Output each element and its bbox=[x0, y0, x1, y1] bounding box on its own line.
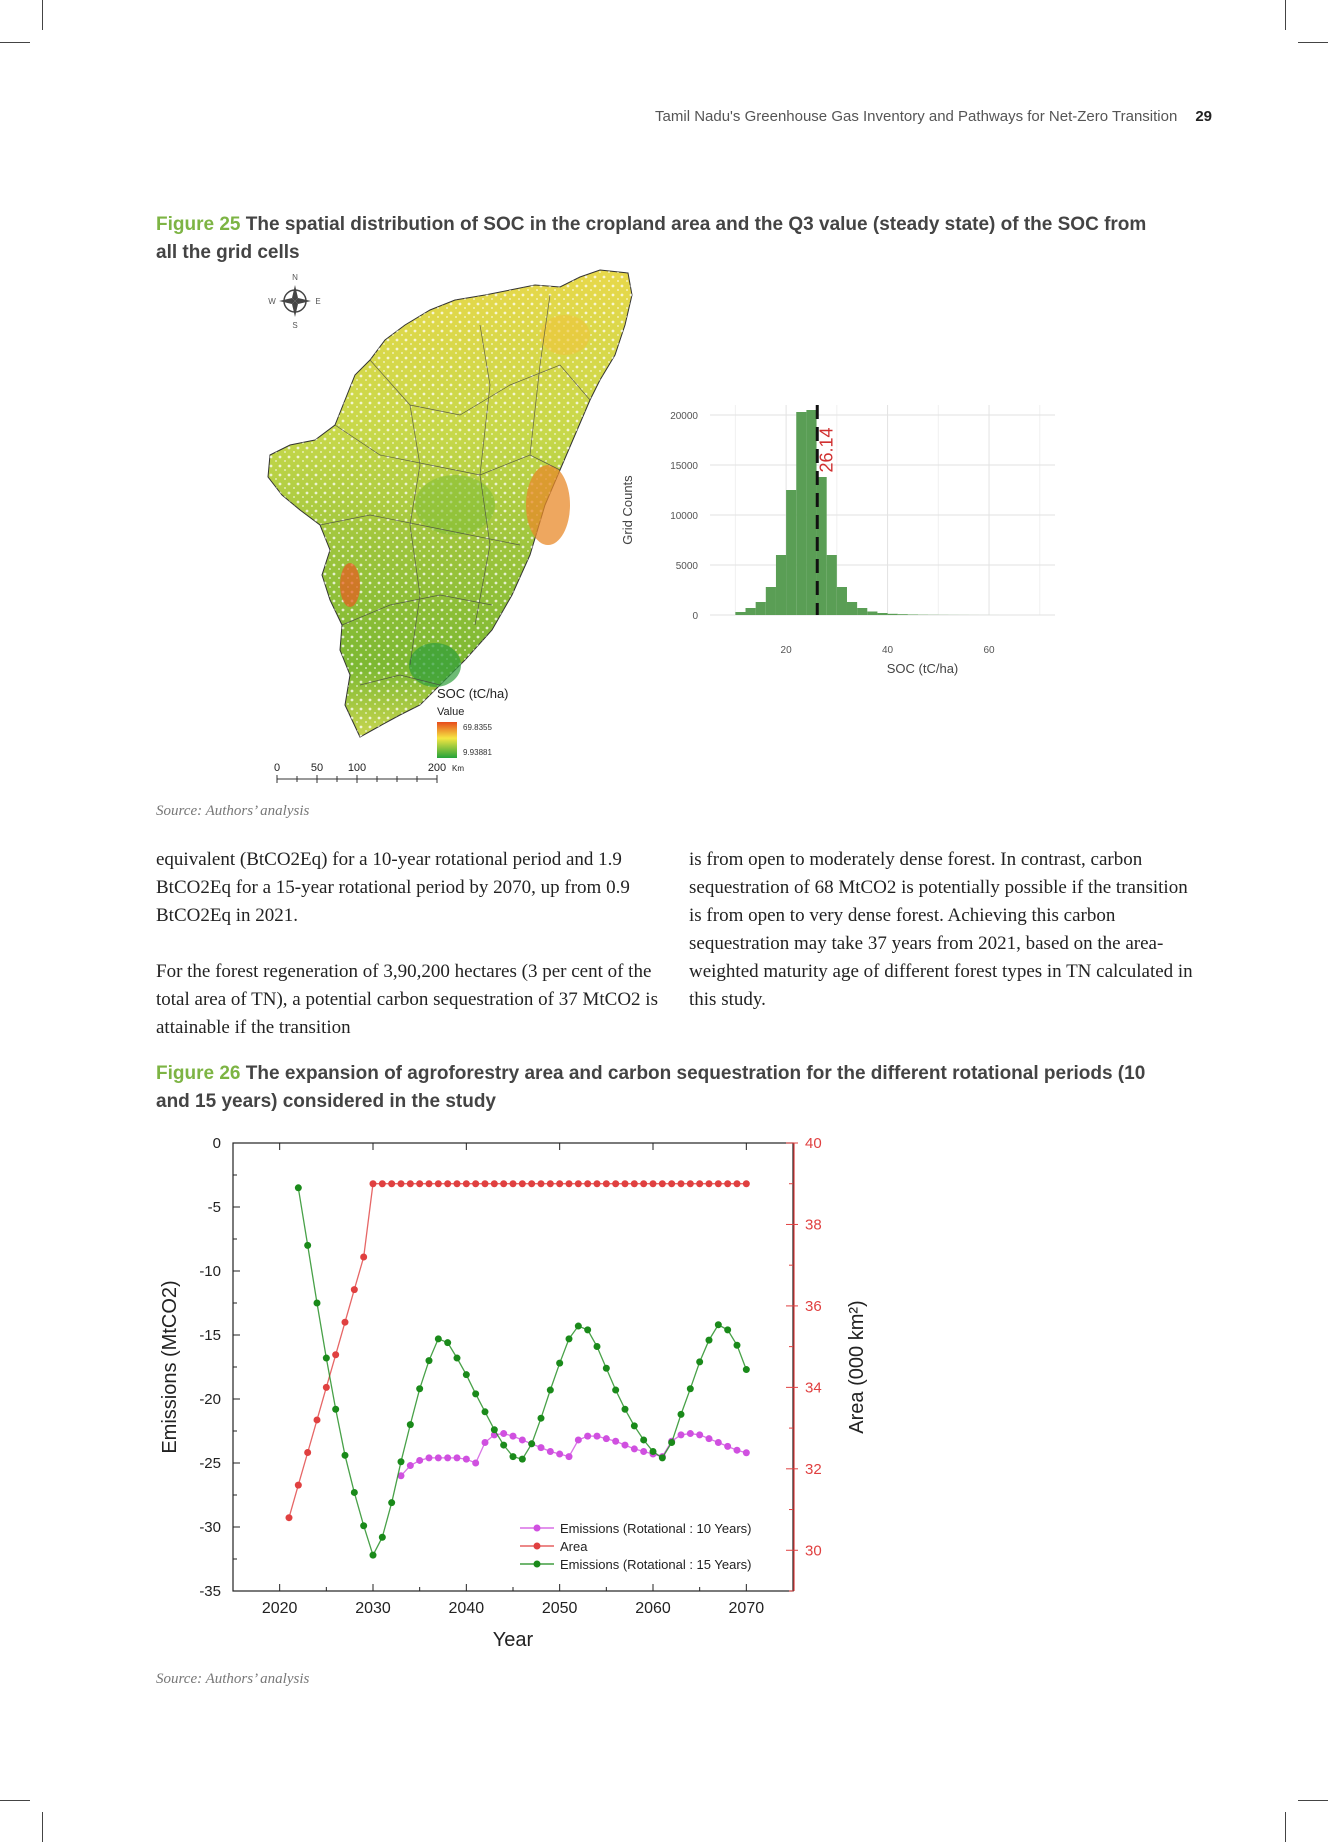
series-1-point bbox=[342, 1319, 349, 1326]
series-line-1 bbox=[289, 1184, 746, 1518]
series-2-point bbox=[500, 1442, 507, 1449]
series-0-point bbox=[566, 1453, 573, 1460]
series-1-point bbox=[594, 1180, 601, 1187]
series-0-point bbox=[584, 1433, 591, 1440]
crop-mark bbox=[1298, 42, 1328, 43]
series-1-point bbox=[612, 1180, 619, 1187]
scale-unit: Km bbox=[452, 764, 464, 773]
series-2-point bbox=[687, 1385, 694, 1392]
series-0-point bbox=[696, 1431, 703, 1438]
series-1-point bbox=[454, 1180, 461, 1187]
x-tick-label: 2070 bbox=[728, 1600, 765, 1617]
y-tick-label: -35 bbox=[199, 1583, 221, 1600]
series-2-point bbox=[295, 1184, 302, 1191]
series-2-point bbox=[538, 1415, 545, 1422]
compass-w: W bbox=[268, 297, 276, 306]
series-1-point bbox=[687, 1180, 694, 1187]
scale-label-50: 50 bbox=[310, 762, 324, 774]
histogram-bar bbox=[908, 615, 918, 616]
series-0-point bbox=[678, 1431, 685, 1438]
compass-e: E bbox=[315, 297, 321, 306]
series-1-point bbox=[566, 1180, 573, 1187]
histogram-x-tick-label: 20 bbox=[780, 645, 792, 656]
y-tick-label: -5 bbox=[207, 1199, 221, 1216]
legend-label: Emissions (Rotational : 10 Years) bbox=[560, 1521, 752, 1536]
series-2-point bbox=[314, 1300, 321, 1307]
histogram-bar bbox=[847, 602, 857, 615]
series-1-point bbox=[351, 1286, 358, 1293]
series-2-point bbox=[631, 1422, 638, 1429]
histogram-y-tick-label: 20000 bbox=[670, 411, 698, 422]
y2-tick-label: 38 bbox=[805, 1216, 822, 1234]
histogram-y-tick-label: 10000 bbox=[670, 511, 698, 522]
x-tick-label: 2020 bbox=[261, 1600, 298, 1617]
series-0-point bbox=[547, 1448, 554, 1455]
series-2-point bbox=[668, 1439, 675, 1446]
series-1-point bbox=[556, 1180, 563, 1187]
series-2-point bbox=[519, 1456, 526, 1463]
series-2-point bbox=[594, 1343, 601, 1350]
page-number: 29 bbox=[1195, 108, 1212, 125]
histogram-y-tick-label: 0 bbox=[692, 611, 698, 622]
series-2-point bbox=[351, 1489, 358, 1496]
legend-marker bbox=[534, 1543, 541, 1550]
compass-icon bbox=[268, 273, 320, 330]
series-2-point bbox=[332, 1406, 339, 1413]
histogram-bar bbox=[888, 614, 898, 615]
series-1-point bbox=[482, 1180, 489, 1187]
series-2-point bbox=[706, 1337, 713, 1344]
series-1-point bbox=[547, 1180, 554, 1187]
x-tick-label: 2060 bbox=[635, 1600, 671, 1617]
series-1-point bbox=[575, 1180, 582, 1187]
series-0-point bbox=[687, 1430, 694, 1437]
series-2-point bbox=[603, 1365, 610, 1372]
legend-marker bbox=[534, 1561, 541, 1568]
histogram-bar bbox=[877, 613, 887, 615]
figure-26-title: The expansion of agroforestry area and carbon sequestration for the different rotational periods (10 and 15 years) considered in the study bbox=[156, 1063, 1146, 1112]
series-1-point bbox=[360, 1254, 367, 1261]
series-1-point bbox=[295, 1482, 302, 1489]
y-tick-label: 0 bbox=[212, 1135, 221, 1152]
y-tick-label: -25 bbox=[199, 1455, 221, 1472]
histogram-x-tick-label: 60 bbox=[983, 645, 995, 656]
series-2-point bbox=[715, 1321, 722, 1328]
running-header bbox=[600, 108, 1212, 125]
series-1-point bbox=[491, 1180, 498, 1187]
series-2-point bbox=[482, 1408, 489, 1415]
legend-label: Area bbox=[560, 1539, 588, 1554]
series-2-point bbox=[724, 1326, 731, 1333]
series-0-point bbox=[416, 1457, 423, 1464]
series-1-point bbox=[388, 1180, 395, 1187]
series-0-point bbox=[538, 1444, 545, 1451]
histogram-bar bbox=[735, 612, 745, 615]
series-1-point bbox=[650, 1180, 657, 1187]
series-1-point bbox=[724, 1180, 731, 1187]
histogram-y-axis-title: Grid Counts bbox=[620, 475, 635, 545]
series-2-point bbox=[407, 1421, 414, 1428]
series-2-point bbox=[463, 1371, 470, 1378]
series-0-point bbox=[631, 1445, 638, 1452]
x-tick-label: 2050 bbox=[541, 1600, 578, 1617]
histogram-bar bbox=[796, 412, 806, 615]
series-1-point bbox=[370, 1180, 377, 1187]
histogram-bar bbox=[898, 614, 908, 615]
crop-mark bbox=[1298, 1800, 1328, 1801]
series-1-point bbox=[286, 1514, 293, 1521]
soc-map bbox=[260, 265, 660, 795]
histogram-bar bbox=[857, 608, 867, 615]
map-legend-title: SOC (tC/ha) bbox=[437, 686, 509, 701]
series-0-point bbox=[500, 1430, 507, 1437]
series-2-point bbox=[360, 1522, 367, 1529]
legend-label: Emissions (Rotational : 15 Years) bbox=[560, 1557, 752, 1572]
series-0-point bbox=[510, 1433, 517, 1440]
series-2-point bbox=[370, 1552, 377, 1559]
series-2-point bbox=[743, 1366, 750, 1373]
crop-mark bbox=[1285, 1812, 1286, 1842]
y-tick-label: -10 bbox=[199, 1263, 221, 1280]
series-2-point bbox=[444, 1339, 451, 1346]
y2-tick-label: 40 bbox=[805, 1135, 822, 1152]
crop-mark bbox=[0, 1800, 30, 1801]
series-0-point bbox=[612, 1438, 619, 1445]
series-1-point bbox=[472, 1180, 479, 1187]
series-1-point bbox=[435, 1180, 442, 1187]
series-1-point bbox=[510, 1180, 517, 1187]
series-0-point bbox=[724, 1443, 731, 1450]
y-tick-label: -15 bbox=[199, 1327, 221, 1344]
histogram-y-tick-label: 5000 bbox=[675, 561, 698, 572]
legend-marker bbox=[534, 1525, 541, 1532]
series-1-point bbox=[631, 1180, 638, 1187]
series-1-point bbox=[304, 1449, 311, 1456]
figure-26-number: Figure 26 bbox=[156, 1063, 241, 1084]
running-title: Tamil Nadu's Greenhouse Gas Inventory and Pathways for Net-Zero Transition bbox=[655, 108, 1178, 125]
x-axis-title: Year bbox=[492, 1629, 534, 1651]
series-2-point bbox=[454, 1355, 461, 1362]
series-0-point bbox=[519, 1436, 526, 1443]
series-0-point bbox=[454, 1454, 461, 1461]
crop-mark bbox=[0, 42, 30, 43]
series-2-point bbox=[650, 1448, 657, 1455]
y-tick-label: -30 bbox=[199, 1519, 221, 1536]
series-1-point bbox=[416, 1180, 423, 1187]
series-2-point bbox=[342, 1452, 349, 1459]
y-tick-label: -20 bbox=[199, 1391, 221, 1408]
histogram-plot-area bbox=[710, 405, 1055, 615]
histogram-bar bbox=[786, 490, 796, 615]
series-1-point bbox=[678, 1180, 685, 1187]
y-axis-title: Emissions (MtCO2) bbox=[159, 1280, 181, 1454]
body-paragraph: is from open to moderately dense forest. In contrast, carbon sequestration of 68 MtCO2 is potentially possible if the transition is from open to very dense forest. Achieving this carbon sequestration may take 37 years from 2021, based on the area-weighted maturity age of different forest types in TN calculated in this study. bbox=[689, 849, 1193, 1010]
series-1-point bbox=[659, 1180, 666, 1187]
series-0-point bbox=[472, 1460, 479, 1467]
series-2-point bbox=[734, 1342, 741, 1349]
series-1-point bbox=[314, 1416, 321, 1423]
agroforestry-chart bbox=[150, 1128, 870, 1668]
histogram-bar bbox=[827, 555, 837, 615]
figure-25-source: Source: Authors’ analysis bbox=[156, 803, 310, 819]
series-1-point bbox=[584, 1180, 591, 1187]
series-0-point bbox=[463, 1456, 470, 1463]
figure-25-number: Figure 25 bbox=[156, 214, 241, 235]
series-2-point bbox=[659, 1454, 666, 1461]
histogram-x-tick-label: 40 bbox=[882, 645, 894, 656]
figure-25-title: The spatial distribution of SOC in the cropland area and the Q3 value (steady state) of the SOC from all the grid cells bbox=[156, 214, 1147, 263]
series-2-point bbox=[584, 1326, 591, 1333]
body-text-left bbox=[156, 846, 666, 1070]
scale-label-100: 100 bbox=[347, 762, 367, 774]
series-2-point bbox=[640, 1436, 647, 1443]
series-1-point bbox=[538, 1180, 545, 1187]
series-0-point bbox=[622, 1442, 629, 1449]
histogram-bar bbox=[837, 587, 847, 615]
series-2-point bbox=[622, 1406, 629, 1413]
series-1-point bbox=[379, 1180, 386, 1187]
map-legend-colorbar bbox=[437, 722, 457, 758]
series-2-point bbox=[472, 1390, 479, 1397]
series-1-point bbox=[696, 1180, 703, 1187]
histogram-bar bbox=[746, 608, 756, 615]
series-2-point bbox=[696, 1358, 703, 1365]
series-0-point bbox=[640, 1448, 647, 1455]
series-2-point bbox=[678, 1411, 685, 1418]
y2-axis-title: Area (000 km²) bbox=[846, 1300, 868, 1434]
map-legend-subtitle: Value bbox=[437, 706, 465, 718]
series-2-point bbox=[575, 1323, 582, 1330]
series-1-point bbox=[323, 1384, 330, 1391]
body-paragraph: equivalent (BtCO2Eq) for a 10-year rotational period and 1.9 BtCO2Eq for a 15-year rotational period by 2070, up from 0.9 BtCO2Eq in 2021. bbox=[156, 849, 630, 926]
series-2-point bbox=[426, 1357, 433, 1364]
series-0-point bbox=[734, 1447, 741, 1454]
histogram-bar bbox=[867, 612, 877, 616]
y2-tick-label: 36 bbox=[805, 1297, 822, 1315]
map-legend-max: 69.8355 bbox=[463, 723, 492, 732]
histogram-y-tick-label: 15000 bbox=[670, 461, 698, 472]
series-2-point bbox=[510, 1453, 517, 1460]
q3-value-label: 26.14 bbox=[816, 427, 837, 473]
series-2-point bbox=[323, 1355, 330, 1362]
crop-mark bbox=[1285, 0, 1286, 30]
series-1-point bbox=[734, 1180, 741, 1187]
body-text-right bbox=[689, 846, 1194, 1042]
scale-label-200: 200 bbox=[427, 762, 447, 774]
series-0-point bbox=[556, 1451, 563, 1458]
series-0-point bbox=[575, 1436, 582, 1443]
series-0-point bbox=[444, 1454, 451, 1461]
series-2-point bbox=[612, 1387, 619, 1394]
series-1-point bbox=[519, 1180, 526, 1187]
y2-tick-label: 32 bbox=[805, 1460, 822, 1478]
series-2-point bbox=[491, 1426, 498, 1433]
x-tick-label: 2030 bbox=[355, 1600, 391, 1617]
series-1-point bbox=[528, 1180, 535, 1187]
soc-histogram bbox=[615, 395, 1065, 685]
series-1-point bbox=[668, 1180, 675, 1187]
histogram-bar bbox=[766, 587, 776, 615]
series-2-point bbox=[547, 1387, 554, 1394]
series-0-point bbox=[706, 1435, 713, 1442]
crop-mark bbox=[42, 1812, 43, 1842]
series-2-point bbox=[528, 1440, 535, 1447]
series-1-point bbox=[743, 1180, 750, 1187]
compass-n: N bbox=[292, 273, 298, 282]
series-2-point bbox=[398, 1458, 405, 1465]
series-2-point bbox=[416, 1385, 423, 1392]
y2-tick-label: 34 bbox=[805, 1379, 822, 1397]
series-1-point bbox=[407, 1180, 414, 1187]
histogram-x-axis-title: SOC (tC/ha) bbox=[886, 661, 959, 676]
series-1-point bbox=[332, 1351, 339, 1358]
series-1-point bbox=[715, 1180, 722, 1187]
series-2-point bbox=[388, 1499, 395, 1506]
series-line-0 bbox=[401, 1434, 746, 1476]
figure-26-source: Source: Authors’ analysis bbox=[156, 1671, 310, 1687]
figure-26-caption bbox=[156, 1060, 1166, 1116]
series-2-point bbox=[556, 1360, 563, 1367]
histogram-bar bbox=[806, 410, 816, 615]
compass-s: S bbox=[292, 321, 298, 330]
series-1-point bbox=[603, 1180, 610, 1187]
map-scale-bar bbox=[274, 762, 464, 783]
series-0-point bbox=[435, 1454, 442, 1461]
series-1-point bbox=[444, 1180, 451, 1187]
crop-mark bbox=[42, 0, 43, 30]
series-2-point bbox=[435, 1335, 442, 1342]
series-1-point bbox=[426, 1180, 433, 1187]
body-paragraph: For the forest regeneration of 3,90,200 hectares (3 per cent of the total area of TN), a potential carbon sequestration of 37 MtCO2 is attainable if the transition bbox=[156, 961, 658, 1038]
series-0-point bbox=[407, 1462, 414, 1469]
series-2-point bbox=[304, 1242, 311, 1249]
histogram-bar bbox=[776, 555, 786, 615]
series-1-point bbox=[398, 1180, 405, 1187]
y2-tick-label: 30 bbox=[805, 1542, 822, 1560]
map-legend-min: 9.93881 bbox=[463, 748, 492, 757]
series-2-point bbox=[566, 1335, 573, 1342]
series-0-point bbox=[743, 1449, 750, 1456]
series-0-point bbox=[426, 1454, 433, 1461]
series-1-point bbox=[500, 1180, 507, 1187]
series-0-point bbox=[482, 1439, 489, 1446]
series-1-point bbox=[622, 1180, 629, 1187]
series-2-point bbox=[379, 1534, 386, 1541]
series-1-point bbox=[706, 1180, 713, 1187]
scale-label-0: 0 bbox=[273, 762, 281, 774]
series-0-point bbox=[715, 1439, 722, 1446]
histogram-bar bbox=[756, 602, 766, 615]
series-0-point bbox=[603, 1435, 610, 1442]
series-0-point bbox=[594, 1433, 601, 1440]
series-1-point bbox=[463, 1180, 470, 1187]
series-1-point bbox=[640, 1180, 647, 1187]
figure-25-caption bbox=[156, 211, 1166, 267]
x-tick-label: 2040 bbox=[448, 1600, 485, 1617]
